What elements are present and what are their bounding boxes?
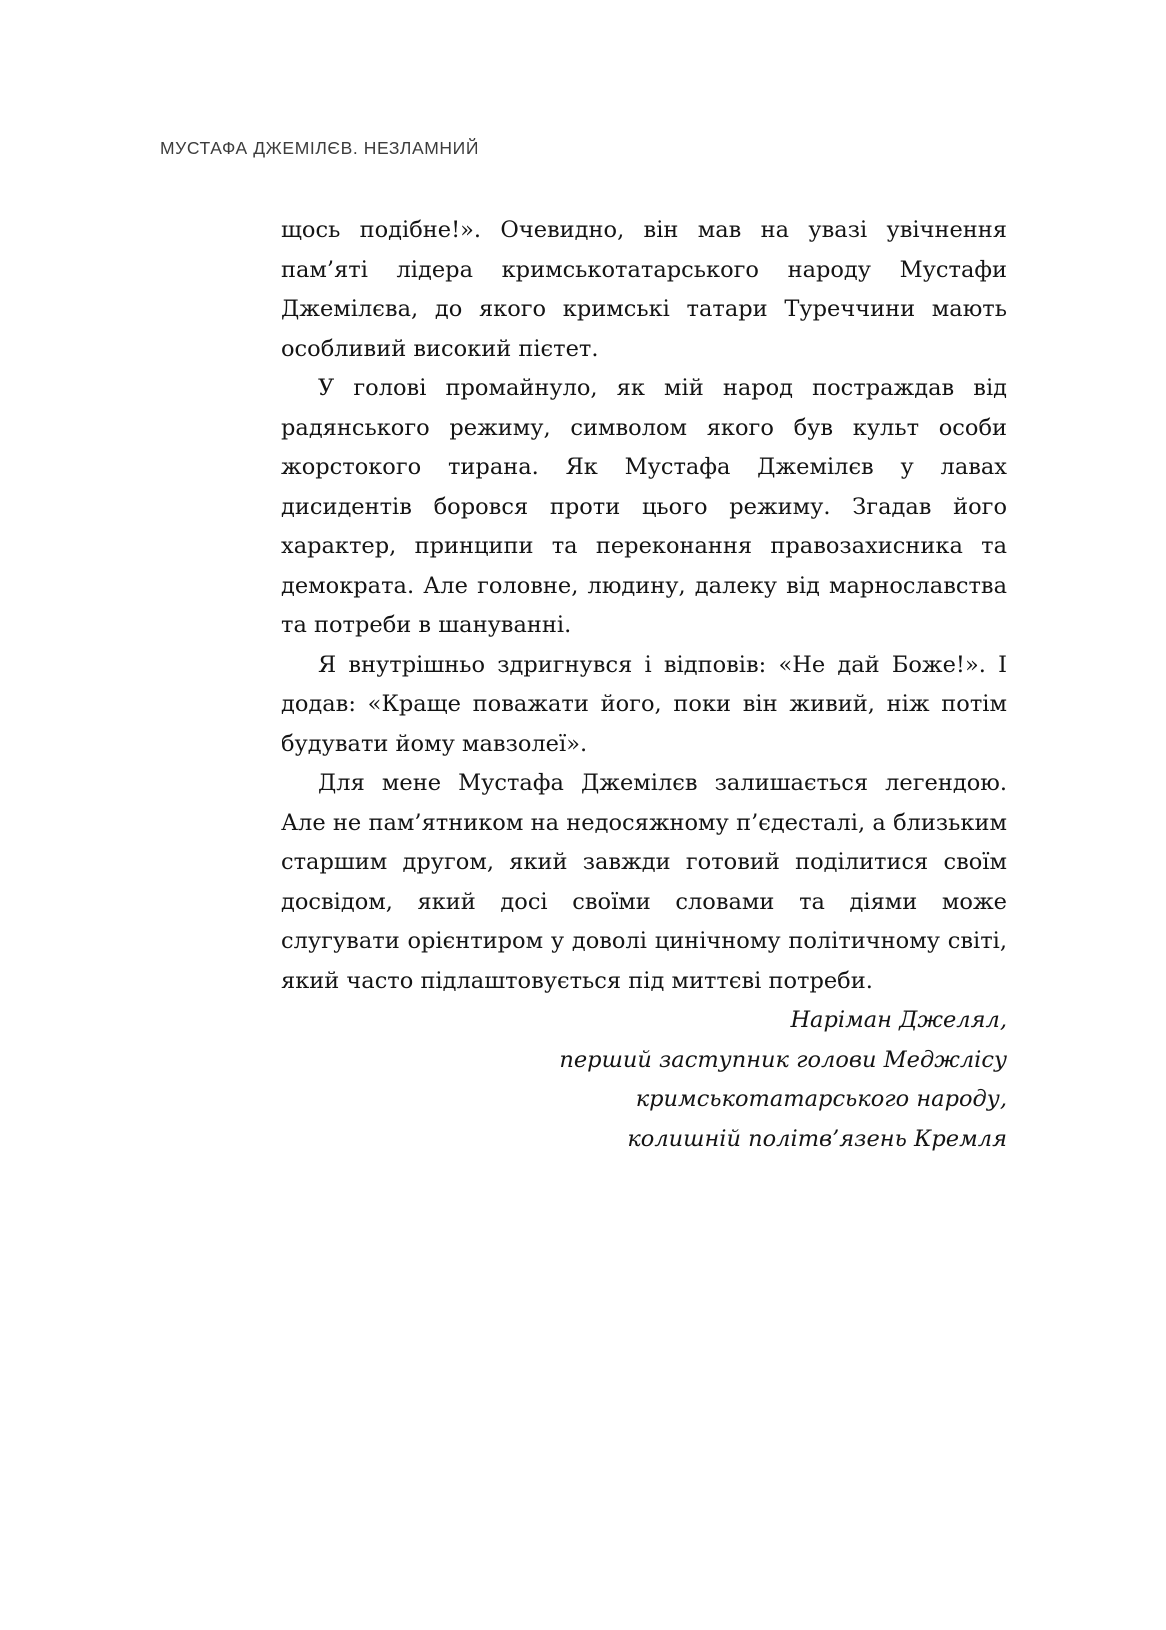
paragraph: щось подібне!». Очевидно, він мав на увазі увічнення пам’яті лідера кримськотатарського народу Мустафи Джемілєва, до якого кримські татари Туреччини мають особливий високий пієтет. <box>281 217 1007 362</box>
body-text-block <box>281 211 1007 1159</box>
paragraph: Для мене Мустафа Джемілєв залишається легендою. Але не пам’ятником на недосяжному п’єдесталі, а близьким старшим другом, який завжди готовий поділитися своїм досвідом, який досі своїми словами та діями може слугувати орієнтиром у доволі цинічному політичному світі, який часто підлаштовується під миттєві потреби. <box>281 770 1007 994</box>
signature-block <box>281 1001 1007 1159</box>
signature-line: Наріман Джелял, <box>790 1007 1007 1033</box>
signature-line: перший заступник голови Меджлісу <box>559 1046 1007 1073</box>
signature-line: кримськотатарського народу, <box>635 1086 1007 1112</box>
signature-line: колишній політв’язень Кремля <box>627 1125 1007 1152</box>
paragraph: Я внутрішньо здригнувся і відповів: «Не дай Боже!». І додав: «Краще поважати його, поки він живий, ніж потім будувати йому мавзолеї». <box>281 651 1007 757</box>
paragraph: У голові промайнуло, як мій народ постраждав від радянського режиму, символом якого був культ особи жорстокого тирана. Як Мустафа Джемілєв у лавах дисидентів боровся проти цього режиму. Згадав його характер, принципи та переконання правозахисника та демократа. Але головне, людину, далеку від марнославства та потреби в шануванні. <box>281 375 1007 638</box>
running-header: МУСТАФА ДЖЕМІЛЄВ. НЕЗЛАМНИЙ <box>160 138 480 158</box>
